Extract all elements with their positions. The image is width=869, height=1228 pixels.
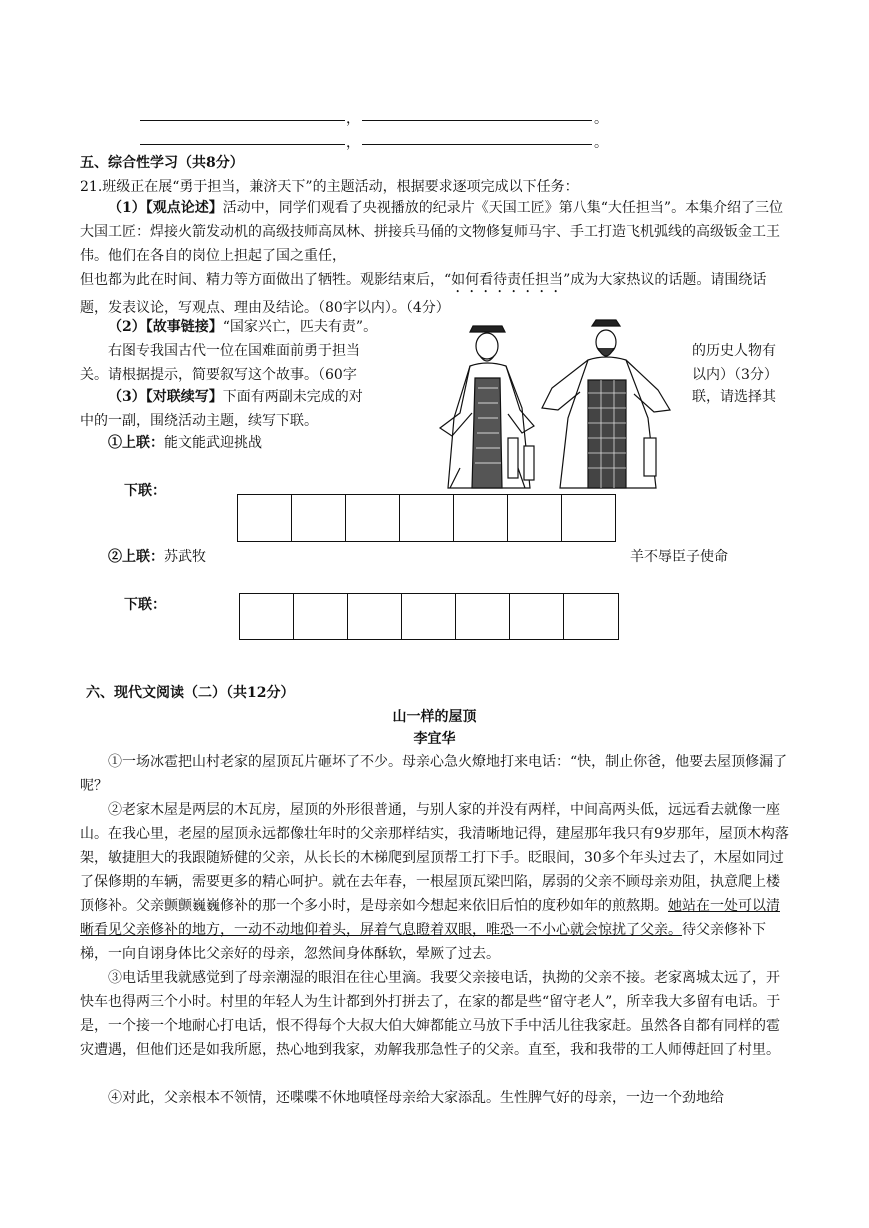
couplet2-upper-label: ②上联： (108, 549, 164, 565)
section6-title: 六、现代文阅读（二）（共12分） (86, 685, 295, 701)
emperor-figure (440, 326, 534, 488)
answer-box[interactable] (564, 594, 618, 639)
q21-intro: 21.班级正在展“勇于担当，兼济天下”的主题活动，根据要求逐项完成以下任务： (80, 179, 579, 195)
answer-box[interactable] (508, 495, 562, 541)
answer-box[interactable] (346, 495, 400, 541)
task1-text-a: 活动中，同学们观看了央视播放的纪录片《天国工匠》第八集“大任担当”。本集介绍了三位大国工匠：焊接火箭发动机的高级技师高凤林、拼接兵马俑的文物修复师马宇、手工打造飞机弧线的高级钣金工王伟。他们在各自的岗位上担起了国之重任， (80, 200, 784, 264)
couplet1-upper-text: 能文能武迎挑战 (164, 435, 262, 451)
task1-paragraph (80, 196, 792, 268)
article-paragraph-1: ①一场冰雹把山村老家的屋顶瓦片砸坏了不少。母亲心急火燎地打来电话：“快，制止你爸，他要去屋顶修漏了呢？ (80, 754, 788, 794)
task2-right-1: 的历史人物有 (692, 343, 776, 359)
couplet2-upper-left: 苏武牧 (164, 549, 206, 565)
p2-text-b: 待父亲修补下梯，一向自诩身体比父亲好的母亲，忽然间身体酥软，晕厥了过去。 (80, 922, 766, 962)
blank-line-2b[interactable] (362, 144, 592, 145)
blank-period-2: 。 (594, 135, 608, 151)
blank-line-1b[interactable] (362, 120, 592, 121)
answer-box[interactable] (456, 594, 510, 639)
task1-text-b1: 但也都为此在时间、精力等方面做出了牺牲。观影结束后，“ (80, 272, 452, 288)
historical-figures-illustration (430, 318, 685, 493)
task3-heading (108, 386, 363, 406)
answer-box[interactable] (402, 594, 456, 639)
article-paragraph-3: ③电话里我就感觉到了母亲潮湿的眼泪在往心里滴。我要父亲接电话，执拗的父亲不接。老家离城太远了，开快车也得两三个小时。村里的年轻人为生计都到外打拼去了，在家的都是些“留守老人”，所幸我大多留有电话。于是，一个接一个地耐心打电话，恨不得每个大叔大伯大婶都能立马放下手中活儿往我家赶。虽然各自都有同样的雹灾遭遇，但他们还是如我所愿，热心地到我家，劝解我那急性子的父亲。直至，我和我带的工人师傅赶回了村里。 (80, 970, 781, 1058)
p2-underlined-sentence: 她站在一处可以清晰看见父亲修补的地方，一动不动地仰着头，屏着气息瞪着双眼，唯恐一不小心就会惊扰了父亲。 (80, 898, 780, 938)
article-paragraph-4: ④对此，父亲根本不领情，还喋喋不休地嗔怪母亲给大家添乱。生性脾气好的母亲，一边一个劲地给 (108, 1090, 724, 1106)
couplet1-answer-boxes[interactable] (237, 494, 616, 542)
task3-line2: 中的一副，围绕活动主题，续写下联。 (80, 413, 318, 429)
answer-box[interactable] (510, 594, 564, 639)
couplet1-upper-label: ①上联： (108, 435, 164, 451)
article-paragraph-2 (80, 798, 792, 966)
task1-label: （1）【观点论述】 (108, 200, 223, 216)
answer-box[interactable] (562, 495, 615, 541)
couplet1-upper (108, 432, 262, 452)
task3-right: 联，请选择其 (692, 389, 776, 405)
answer-box[interactable] (240, 594, 294, 639)
answer-box[interactable] (292, 495, 346, 541)
task2-heading (108, 316, 377, 336)
answer-box[interactable] (238, 495, 292, 541)
blank-period-1: 。 (594, 111, 608, 127)
task2-right-2: 以内）（3分） (692, 367, 778, 383)
couplet1-lower-label: 下联： (124, 483, 166, 499)
blank-line-1a[interactable] (140, 120, 345, 121)
task1-paragraph-b (80, 268, 792, 320)
couplet2-upper (108, 546, 206, 566)
answer-box[interactable] (454, 495, 508, 541)
article-title: 山一样的屋顶 (392, 709, 477, 725)
task3-left: 下面有两副未完成的对 (222, 389, 363, 405)
scholar-figure (524, 320, 670, 488)
answer-box[interactable] (348, 594, 402, 639)
blank-comma-1: ， (346, 111, 360, 127)
p2-text-a: ②老家木屋是两层的木瓦房，屋顶的外形很普通，与别人家的并没有两样，中间高两头低，远远看去就像一座山。在我心里，老屋的屋顶永远都像壮年时的父亲那样结实，我清晰地记得，建屋那年我只有9岁那年，屋顶木构落架，敏捷胆大的我跟随矫健的父亲，从长长的木梯爬到屋顶帮工打下手。眨眼间，30多个年头过去了，木屋如同过了保修期的车辆，需要更多的精心呵护。就在去年春，一根屋顶瓦梁凹陷，孱弱的父亲不顾母亲劝阻，执意爬上楼顶修补。父亲颤颤巍巍修补的那一个多小时，是母亲如今想起来依旧后怕的度秒如年的煎熬期。 (80, 802, 789, 914)
task1-emphasis: 如何看待责任担当 (451, 272, 564, 288)
answer-box[interactable] (294, 594, 348, 639)
blank-comma-2: ， (346, 135, 360, 151)
task2-left-1: 右图专我国古代一位在国难面前勇于担当 (108, 343, 360, 359)
task2-left-2: 关。请根据提示，简要叙写这个故事。（60字 (80, 367, 357, 383)
task3-label: （3）【对联续写】 (108, 389, 223, 405)
task2-quote: “国家兴亡，匹夫有责”。 (222, 319, 378, 335)
section5-title: 五、综合性学习（共8分） (80, 155, 244, 171)
blank-line-2a[interactable] (140, 144, 345, 145)
couplet2-lower-label: 下联： (124, 597, 166, 613)
answer-box[interactable] (400, 495, 454, 541)
task2-label: （2）【故事链接】 (108, 319, 223, 335)
couplet2-upper-right: 羊不辱臣子使命 (630, 549, 728, 565)
article-author: 李宜华 (413, 731, 456, 747)
task1-text-b2: ”成为大家热议的话题。请围绕话题，发表议论，写观点、理由及结论。（80字以内）。（4分） (80, 272, 767, 316)
couplet2-answer-boxes[interactable] (239, 593, 619, 640)
